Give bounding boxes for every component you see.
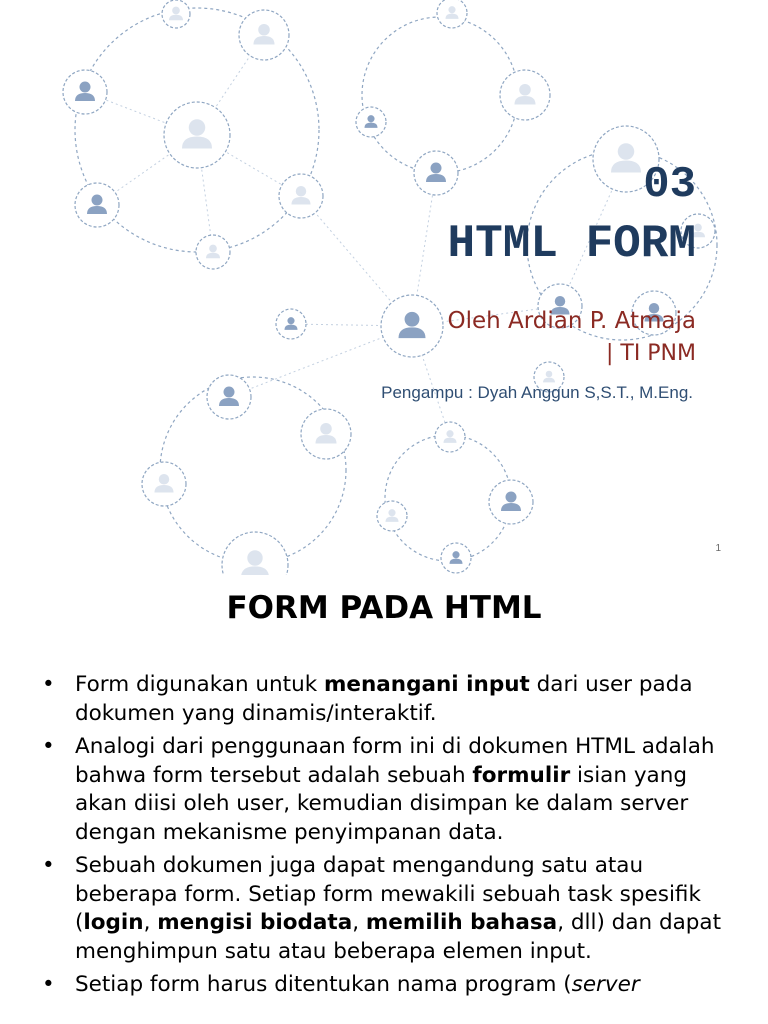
bullet-bold-text: menangani input <box>324 672 530 697</box>
bullet-bold-text: formulir <box>472 762 571 788</box>
bullet-dot: • <box>42 734 55 759</box>
bullet-text: , <box>143 910 158 935</box>
bullet-bold-text: login <box>83 910 144 935</box>
bullet-text: Sebuah dokumen juga dapat mengandung satu atau beberapa form. Setiap form mewakili sebuah task spesifik ( <box>75 853 701 935</box>
bullet-text: Form digunakan untuk <box>75 672 324 697</box>
content-slide <box>0 575 768 1024</box>
list-item <box>42 971 732 1000</box>
bullet-text: dari user pada dokumen yang dinamis/interaktif. <box>75 672 693 726</box>
organization: | TI PNM <box>605 341 696 366</box>
bullet-bold-text: mengisi biodata <box>157 910 353 935</box>
bullet-dot: • <box>42 672 55 697</box>
network-circle <box>362 17 518 173</box>
bullet-text: isian yang akan diisi oleh user, kemudian disimpan ke dalam server dengan mekanisme penyimpanan data. <box>75 762 689 845</box>
list-item <box>42 671 732 728</box>
bullet-list <box>42 671 732 1005</box>
author-name: Oleh Ardian P. Atmaja <box>447 308 696 334</box>
bullet-text: Setiap form harus ditentukan nama program ( <box>75 972 572 997</box>
list-item <box>42 852 732 966</box>
slide-title: FORM PADA HTML <box>226 590 542 626</box>
bullet-text: , <box>352 910 366 935</box>
bullet-text: , dll) dan dapat menghimpun satu atau beberapa elemen input. <box>75 910 722 964</box>
page-number: 1 <box>715 543 721 554</box>
presentation-title: HTML FORM <box>447 218 696 270</box>
bullet-text: Analogi dari penggunaan form ini di dokumen HTML adalah bahwa form tersebut adalah sebuah <box>75 734 715 788</box>
presentation-number: 03 <box>643 160 696 210</box>
bullet-bold-text: memilih bahasa <box>365 910 558 935</box>
user-icon <box>155 6 706 575</box>
bullet-dot: • <box>42 853 55 878</box>
bullet-italic-text: server <box>571 972 640 997</box>
bullet-dot: • <box>42 972 55 997</box>
list-item <box>42 733 732 847</box>
lecturer-line: Pengampu : Dyah Anggun S,S.T., M.Eng. <box>381 383 693 402</box>
